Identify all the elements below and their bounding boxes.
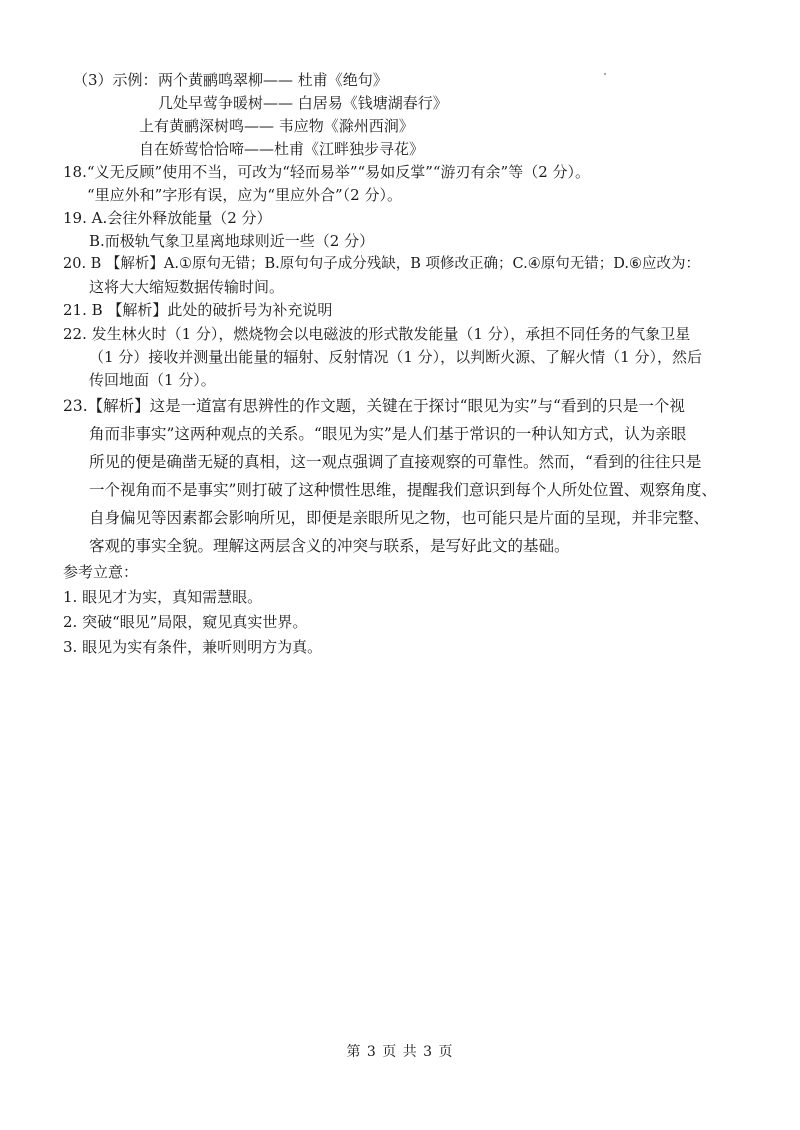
reference-item-2: 2. 突破“眼见”局限，窥见真实世界。 [63, 613, 308, 631]
q23-line-5: 自身偏见等因素都会影响所见，即便是亲眼所见之物，也可能只是片面的呈现，并非完整、 [89, 509, 710, 527]
q20-line-1: 20. B 【解析】A.①原句无错；B.原句句子成分残缺，B 项修改正确；C.④原句无错；D.⑥应改为： [63, 256, 700, 272]
q23-line-2: 角而非事实”这两种观点的关系。“眼见为实”是人们基于常识的一种认知方式，认为亲眼 [89, 425, 687, 443]
q18-line-2: “里应外和”字形有误，应为“里应外合”（2 分）。 [87, 186, 402, 204]
poem-line-4: 自在娇莺恰恰啼——杜甫《江畔独步寻花》 [139, 140, 425, 158]
page-footer: 第 3 页 共 3 页 [346, 1044, 454, 1060]
q23-line-6: 客观的事实全貌。理解这两层含义的冲突与联系，是写好此文的基础。 [89, 537, 570, 555]
q21-line-1: 21. B 【解析】此处的破折号为补充说明 [63, 301, 333, 319]
poem-line-3: 上有黄鹂深树鸣—— 韦应物《滁州西涧》 [139, 117, 414, 135]
q18-line-1: 18.“义无反顾”使用不当，可改为“轻而易举”“易如反掌”“游刃有余”等（2 分）。 [63, 163, 591, 181]
q19-line-1: 19. A.会往外释放能量（2 分） [63, 209, 272, 227]
reference-title: 参考立意： [63, 563, 139, 581]
section3-label: （3）示例： [73, 71, 158, 89]
poem-line-1: 两个黄鹂鸣翠柳—— 杜甫《绝句》 [158, 71, 388, 89]
q22-line-1: 22. 发生林火时（1 分），燃烧物会以电磁波的形式散发能量（1 分），承担不同任务的气象卫星 [63, 325, 691, 343]
q23-line-3: 所见的便是确凿无疑的真相，这一观点强调了直接观察的可靠性。然而，“看到的往往只是 [89, 453, 702, 471]
q22-line-2: （1 分）接收并测量出能量的辐射、反射情况（1 分），以判断火源、了解火情（1 分），然后 [89, 348, 702, 366]
q20-line-2: 这将大大缩短数据传输时间。 [89, 278, 285, 296]
q23-line-1: 23.【解析】这是一道富有思辨性的作文题，关键在于探讨“眼见为实”与“看到的只是一个视 [63, 397, 685, 415]
scan-dot [604, 73, 606, 75]
reference-item-3: 3. 眼见为实有条件，兼听则明方为真。 [63, 638, 323, 656]
q19-line-2: B.而极轨气象卫星离地球则近一些（2 分） [89, 232, 375, 250]
q22-line-3: 传回地面（1 分）。 [89, 371, 216, 389]
poem-line-2: 几处早莺争暖树—— 白居易《钱塘湖春行》 [158, 94, 448, 112]
reference-item-1: 1. 眼见才为实，真知需慧眼。 [63, 588, 263, 606]
q23-line-4: 一个视角而不是事实”则打破了这种惯性思维，提醒我们意识到每个人所处位置、观察角度、 [89, 481, 717, 499]
